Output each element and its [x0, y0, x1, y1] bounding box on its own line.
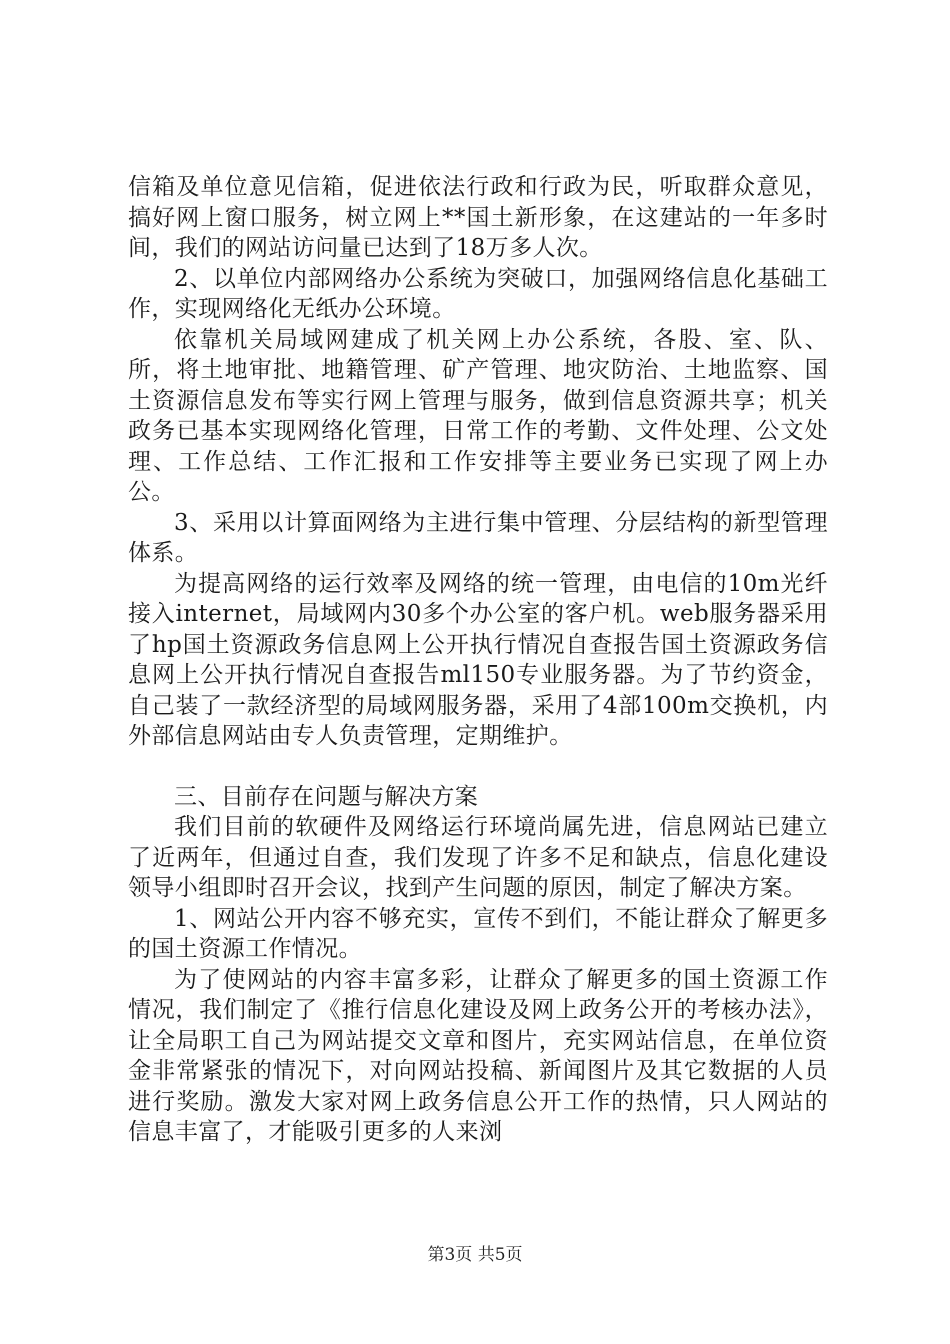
paragraph-gap: [128, 752, 828, 782]
paragraph-problem-1-heading: 1、网站公开内容不够充实，宣传不到们，不能让群众了解更多的国土资源工作情况。: [128, 905, 828, 962]
paragraph-item-2-heading: 2、以单位内部网络办公系统为突破口，加强网络信息化基础工作，实现网络化无纸办公环境。: [128, 265, 828, 322]
paragraph-problem-1-body: 为了使网站的内容丰富多彩，让群众了解更多的国土资源工作情况，我们制定了《推行信息化建设及网上政务公开的考核办法》，让全局职工自己为网站提交文章和图片，充实网站信息，在单位资金非常紧张的情况下，对向网站投稿、新闻图片及其它数据的人员进行奖励。激发大家对网上政务信息公开工作的热情，只人网站的信息丰富了，才能吸引更多的人来浏: [128, 966, 828, 1145]
paragraph-item-3-body: 为提高网络的运行效率及网络的统一管理，由电信的10m光纤接入internet，局域网内30多个办公室的客户机。web服务器采用了hp国土资源政务信息网上公开执行情况自查报告国土资源政务信息网上公开执行情况自查报告ml150专业服务器。为了节约资金，自己装了一款经济型的局域网服务器，采用了4部100m交换机，内外部信息网站由专人负责管理，定期维护。: [128, 570, 828, 749]
page-number-footer: 第3页 共5页: [427, 1245, 523, 1265]
paragraph-continuation: 信箱及单位意见信箱，促进依法行政和行政为民，听取群众意见，搞好网上窗口服务，树立网上**国土新形象，在这建站的一年多时间，我们的网站访问量已达到了18万多人次。: [128, 174, 828, 261]
paragraph-section-3-intro: 我们目前的软硬件及网络运行环境尚属先进，信息网站已建立了近两年，但通过自查，我们发现了许多不足和缺点，信息化建设领导小组即时召开会议，找到产生问题的原因，制定了解决方案。: [128, 814, 828, 901]
paragraph-item-2-body: 依靠机关局域网建成了机关网上办公系统，各股、室、队、所，将土地审批、地籍管理、矿产管理、地灾防治、土地监察、国土资源信息发布等实行网上管理与服务，做到信息资源共享；机关政务已基本实现网络化管理，日常工作的考勤、文件处理、公文处理、工作总结、工作汇报和工作安排等主要业务已实现了网上办公。: [128, 326, 828, 505]
document-body: [128, 172, 828, 1148]
paragraph-item-3-heading: 3、采用以计算面网络为主进行集中管理、分层结构的新型管理体系。: [128, 509, 828, 566]
section-heading-3: 三、目前存在问题与解决方案: [174, 783, 479, 810]
